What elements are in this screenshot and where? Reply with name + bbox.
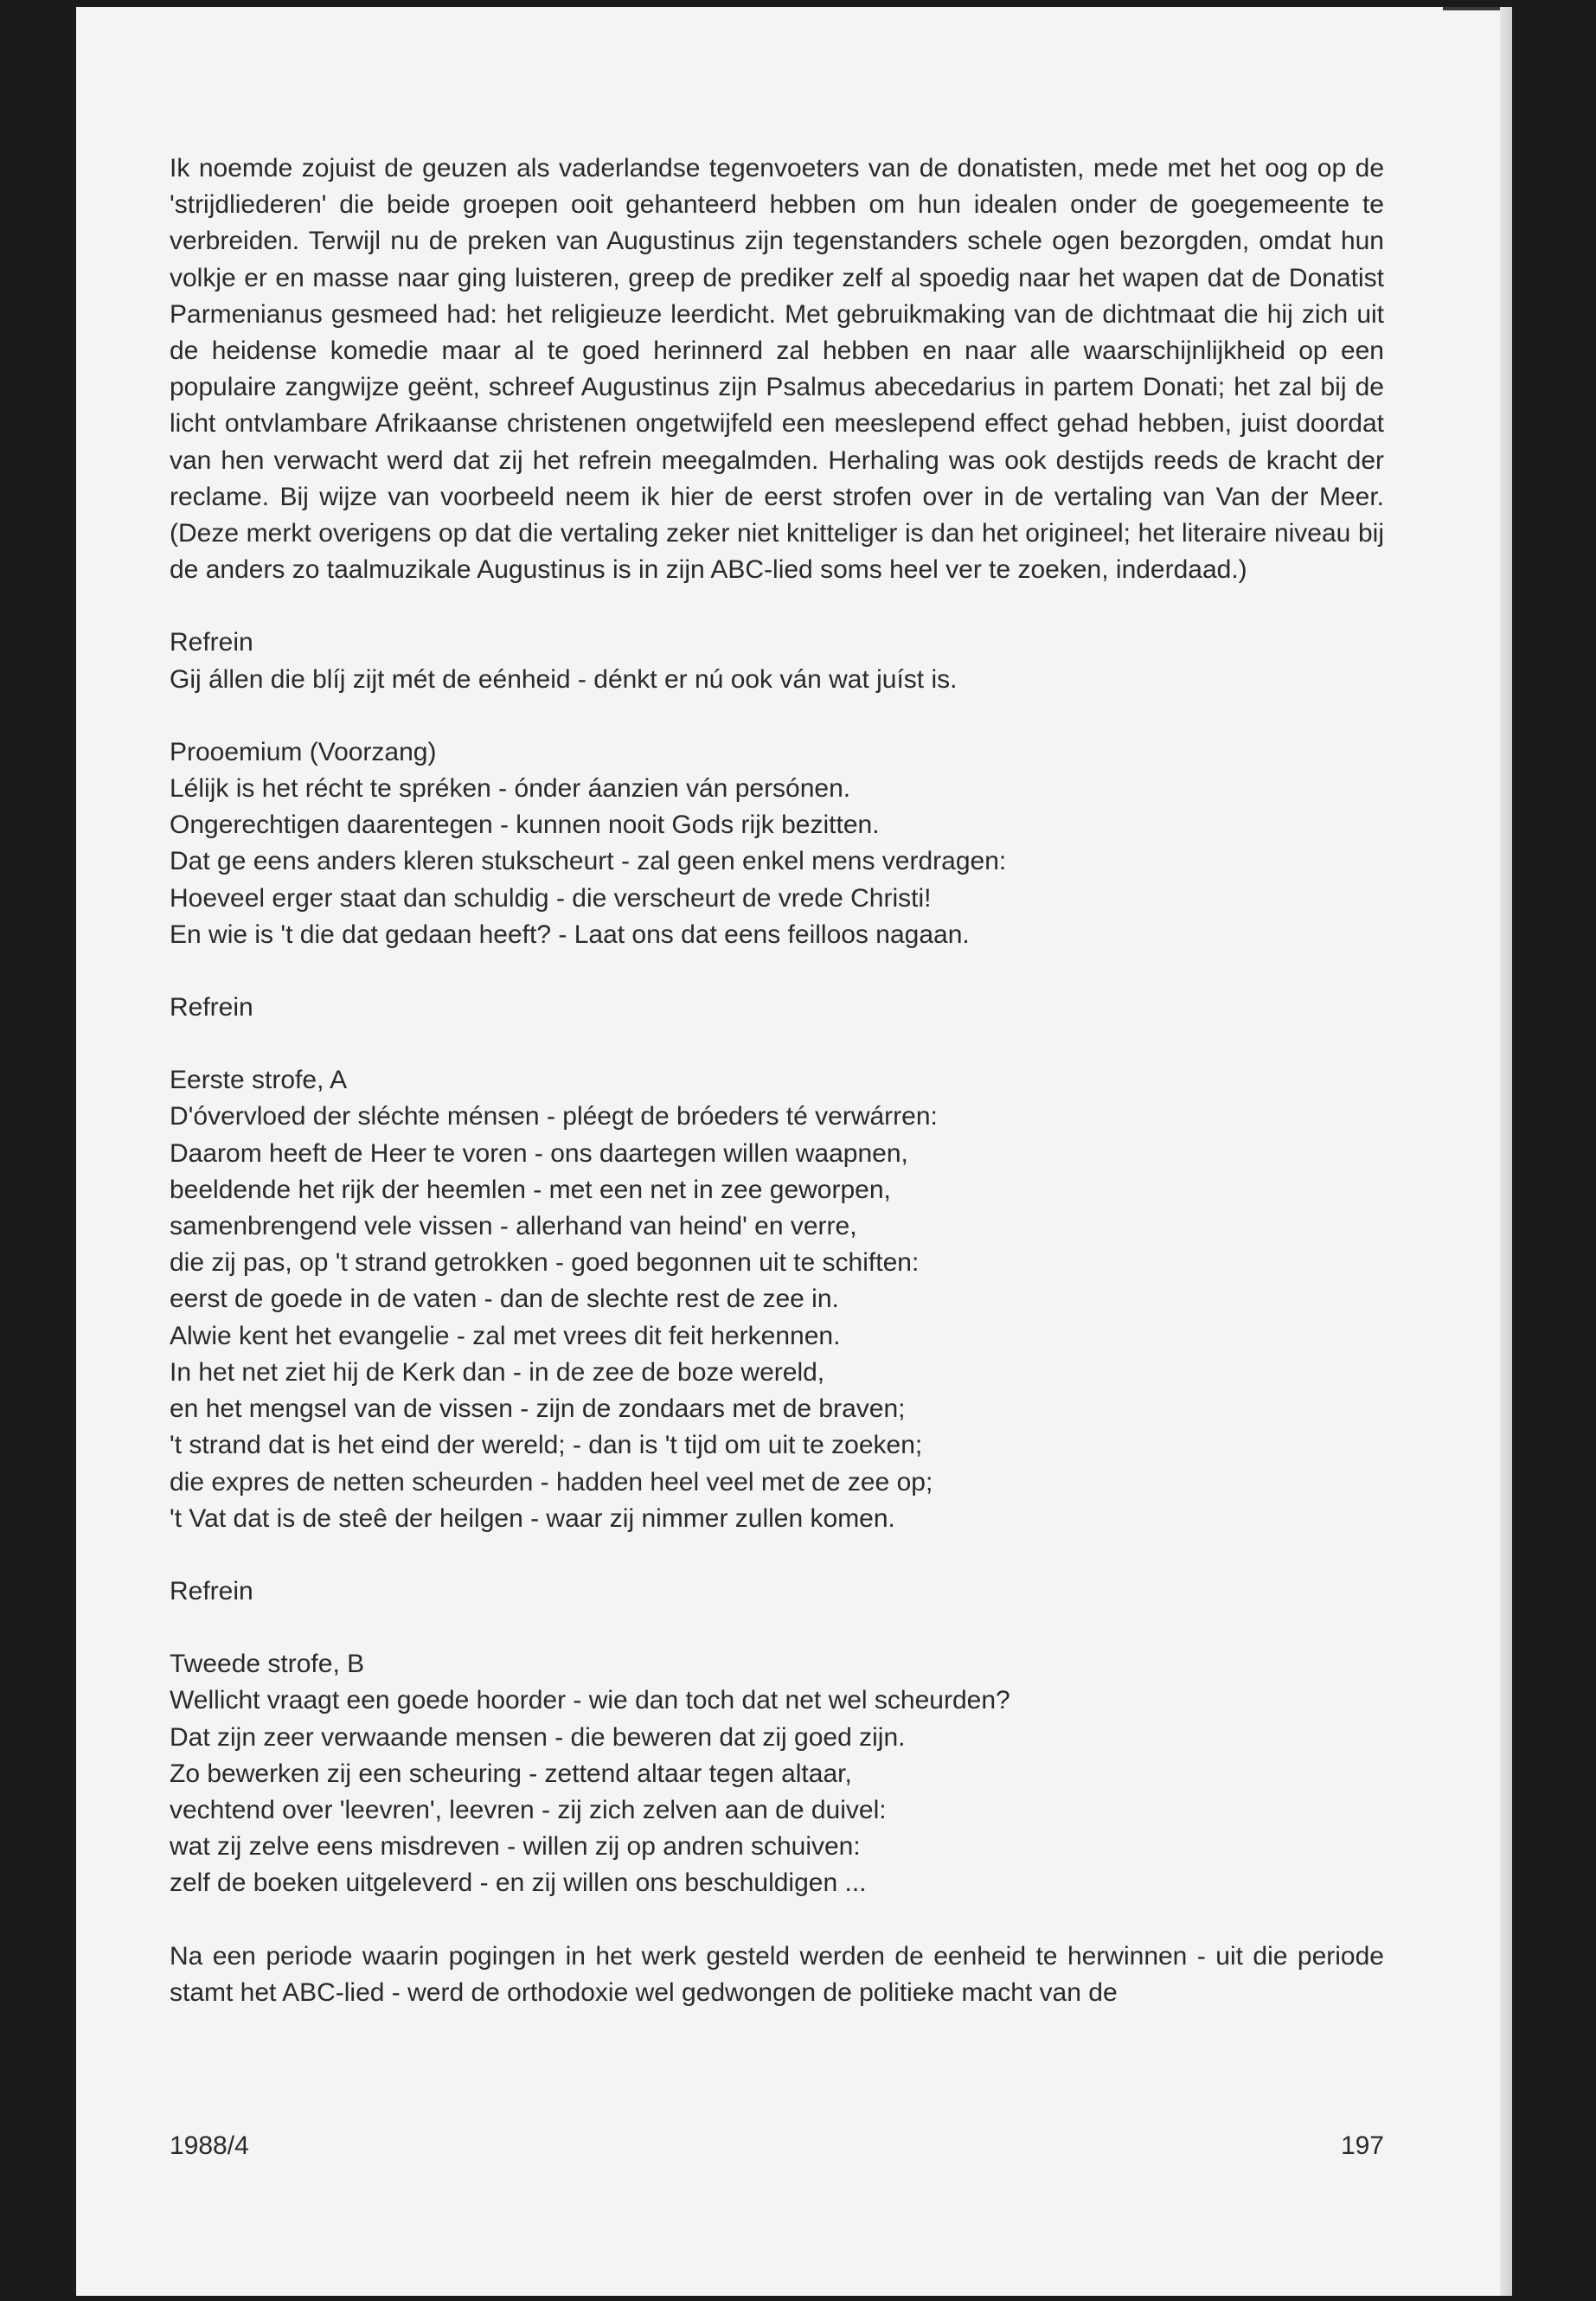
verse-line: wat zij zelve eens misdreven - willen zij op andren schuiven: — [170, 1832, 861, 1862]
verse-line: zelf de boeken uitgeleverd - en zij willen ons beschuldigen ... — [170, 1868, 867, 1898]
verse-line: Alwie kent het evangelie - zal met vrees dit feit herkennen. — [170, 1321, 841, 1350]
strophe-b-block — [170, 1646, 1384, 1901]
verse-line: en het mengsel van de vissen - zijn de zondaars met de braven; — [170, 1394, 906, 1424]
prooemium-heading: Prooemium (Voorzang) — [170, 737, 437, 766]
refrain-block — [170, 625, 1384, 697]
closing-paragraph: Na een periode waarin pogingen in het werk gesteld werden de eenheid te herwinnen - uit die periode stamt het ABC-lied - werd de orthodoxie wel gedwongen de politieke macht van de — [170, 1941, 1384, 2007]
prooemium-block — [170, 734, 1384, 953]
verse-line: Ongerechtigen daarentegen - kunnen nooit Gods rijk bezitten. — [170, 811, 880, 840]
refrain-heading: Refrein — [170, 628, 253, 657]
strophe-a-block — [170, 1062, 1384, 1537]
verse-line: 't Vat dat is de steê der heilgen - waar zij nimmer zullen komen. — [170, 1503, 895, 1533]
verse-line: Wellicht vraagt een goede hoorder - wie dan toch dat net wel scheurden? — [170, 1686, 1010, 1715]
strophe-b-heading: Tweede strofe, B — [170, 1650, 365, 1679]
verse-line: eerst de goede in de vaten - dan de slechte rest de zee in. — [170, 1285, 839, 1314]
verse-line: Daarom heeft de Heer te voren - ons daartegen willen waapnen, — [170, 1138, 908, 1168]
page-right-edge-shadow — [1500, 7, 1512, 2296]
verse-line: Dat zijn zeer verwaande mensen - die beweren dat zij goed zijn. — [170, 1722, 906, 1752]
verse-line: D'óvervloed der sléchte ménsen - pléegt de bróeders té verwárren: — [170, 1102, 938, 1131]
verse-line: die expres de netten scheurden - hadden heel veel met de zee op; — [170, 1467, 933, 1497]
verse-line: En wie is 't die dat gedaan heeft? - Laat ons dat eens feilloos nagaan. — [170, 920, 970, 949]
verse-line: Zo bewerken zij een scheuring - zettend altaar tegen altaar, — [170, 1759, 852, 1788]
strophe-a-heading: Eerste strofe, A — [170, 1066, 348, 1095]
verse-line: Dat ge eens anders kleren stukscheurt - zal geen enkel mens verdragen: — [170, 847, 1007, 876]
issue-number: 1988/4 — [170, 2131, 249, 2160]
verse-line: die zij pas, op 't strand getrokken - goed begonnen uit te schiften: — [170, 1248, 920, 1278]
verse-line: beeldende het rijk der heemlen - met een net in zee geworpen, — [170, 1175, 891, 1204]
page-body — [170, 151, 1384, 2011]
refrain-label: Refrein — [170, 1576, 253, 1606]
verse-line: Hoeveel erger staat dan schuldig - die verscheurt de vrede Christi! — [170, 883, 932, 913]
intro-paragraph: Ik noemde zojuist de geuzen als vaderlandse tegenvoeters van de donatisten, mede met het oog op de 'strijdliederen' die beide groepen ooit gehanteerd hebben om hun idealen onder de goegemeente te verbreiden. Terwijl nu de preken van Augustinus zijn tegenstanders schele ogen bezorgden, omdat hun volkje er en masse naar ging luisteren, greep de prediker zelf al spoedig naar het wapen dat de Donatist Parmenianus gesmeed had: het religieuze leerdicht. Met gebruikmaking van de dichtmaat die hij zich uit de heidense komedie maar al te goed herinnerd zal hebben en naar alle waarschijnlijkheid op een populaire zangwijze geënt, schreef Augustinus zijn Psalmus abecedarius in partem Donati; het zal bij de licht ontvlambare Afrikaanse christenen ongetwijfeld een meeslepend effect gehad hebben, juist doordat van hen verwacht werd dat zij het refrein meegalmden. Herhaling was ook destijds reeds de kracht der reclame. Bij wijze van voorbeeld neem ik hier de eerst strofen over in de vertaling van Van der Meer. (Deze merkt overigens op dat die vertaling zeker niet knitteliger is dan het origineel; het literaire niveau bij de anders zo taalmuzikale Augustinus is in zijn ABC-lied soms heel ver te zoeken, inderdaad.) — [170, 154, 1384, 585]
page-number: 197 — [1340, 2131, 1384, 2160]
verse-line: 't strand dat is het eind der wereld; - dan is 't tijd om uit te zoeken; — [170, 1431, 923, 1460]
refrain-label: Refrein — [170, 993, 253, 1022]
refrain-label-block — [170, 1574, 1384, 1610]
book-page — [76, 7, 1512, 2296]
refrain-label-block — [170, 990, 1384, 1026]
refrain-line: Gij állen die blíj zijt mét de eénheid - dénkt er nú ook ván wat juíst is. — [170, 664, 958, 694]
verse-line: Lélijk is het récht te spréken - ónder áanzien ván persónen. — [170, 774, 851, 804]
verse-line: In het net ziet hij de Kerk dan - in de zee de boze wereld, — [170, 1357, 825, 1387]
verse-line: samenbrengend vele vissen - allerhand van heind' en verre, — [170, 1212, 857, 1241]
verse-line: vechtend over 'leevren', leevren - zij zich zelven aan de duivel: — [170, 1795, 887, 1824]
